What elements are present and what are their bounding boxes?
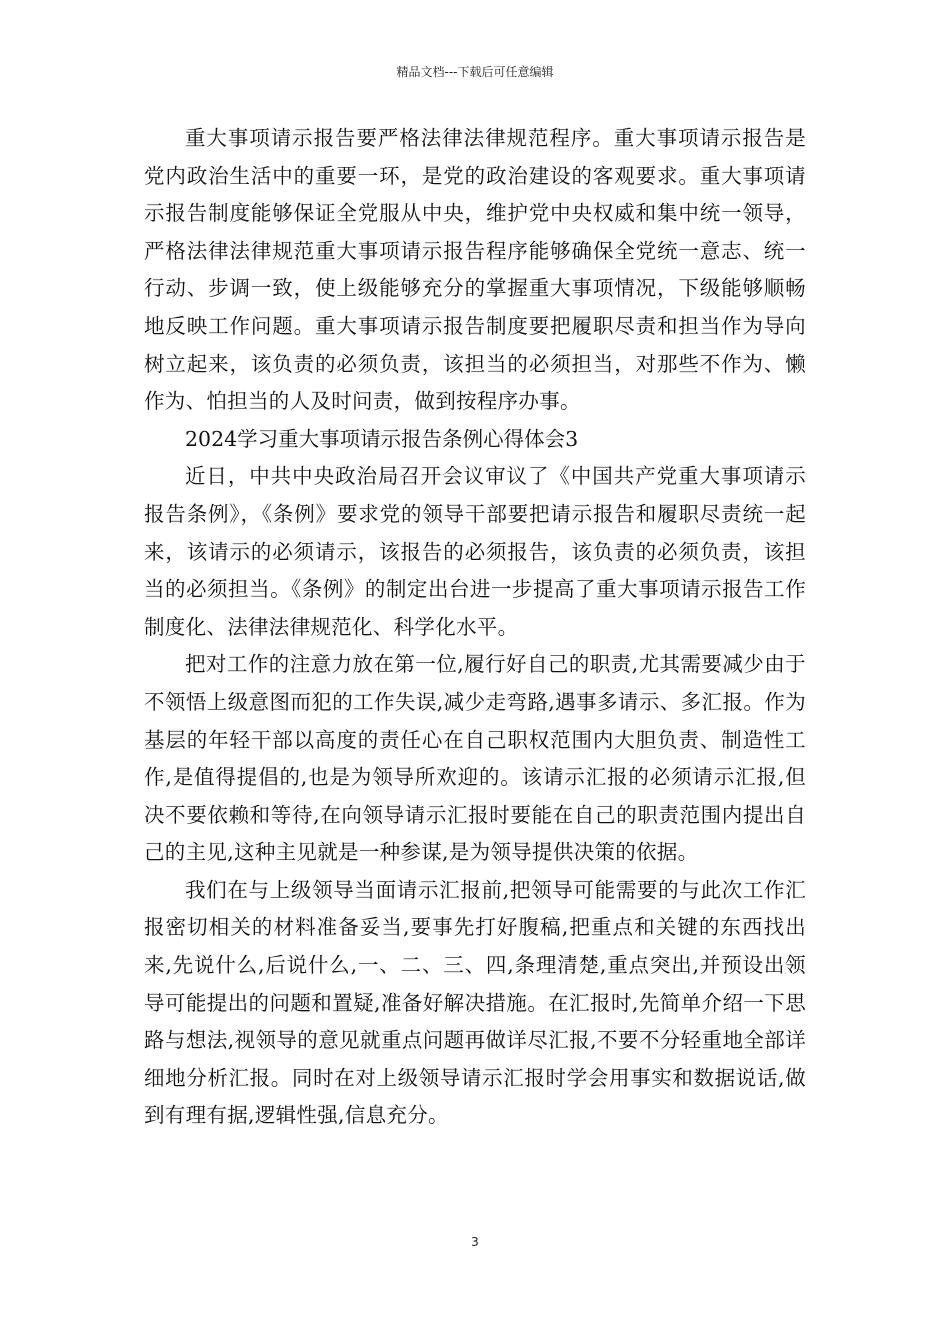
section-heading: 2024学习重大事项请示报告条例心得体会3 — [185, 426, 579, 451]
page-header: 精品文档---下载后可任意编辑 — [396, 65, 554, 79]
paragraph-3: 把对工作的注意力放在第一位,履行好自己的职责,尤其需要减少由于不领悟上级意图而犯的工作失误,减少走弯路,遇事多请示、多汇报。作为基层的年轻干部以高度的责任心在自己职权范围内大胆负责、制造性工作,是值得提倡的,也是为领导所欢迎的。该请示汇报的必须请示汇报,但决不要依赖和等待,在向领导请示汇报时要能在自己的职责范围内提出自己的主见,这种主见就是一种参谋,是为领导提供决策的依据。 — [144, 652, 806, 865]
paragraph-2: 近日，中共中央政治局召开会议审议了《中国共产党重大事项请示报告条例》，《条例》要求党的领导干部要把请示报告和履职尽责统一起来，该请示的必须请示，该报告的必须报告，该负责的必须负责，该担当的必须担当。《条例》的制定出台进一步提高了重大事项请示报告工作制度化、法律法律规范化、科学化水平。 — [144, 464, 806, 639]
paragraph-1: 重大事项请示报告要严格法律法律规范程序。重大事项请示报告是党内政治生活中的重要一环，是党的政治建设的客观要求。重大事项请示报告制度能够保证全党服从中央，维护党中央权威和集中统一领导，严格法律法律规范重大事项请示报告程序能够确保全党统一意志、统一行动、步调一致，使上级能够充分的掌握重大事项情况，下级能够顺畅地反映工作问题。重大事项请示报告制度要把履职尽责和担当作为导向树立起来，该负责的必须负责，该担当的必须担当，对那些不作为、懒作为、怕担当的人及时问责，做到按程序办事。 — [144, 126, 806, 414]
document-body — [144, 120, 806, 1135]
paragraph-4: 我们在与上级领导当面请示汇报前,把领导可能需要的与此次工作汇报密切相关的材料准备妥当,要事先打好腹稿,把重点和关键的东西找出来,先说什么,后说什么,一、二、三、四,条理清楚,重点突出,并预设出领导可能提出的问题和置疑,准备好解决措施。在汇报时,先简单介绍一下思路与想法,视领导的意见就重点问题再做详尽汇报,不要不分轻重地全部详细地分析汇报。同时在对上级领导请示汇报时学会用事实和数据说话,做到有理有据,逻辑性强,信息充分。 — [144, 877, 806, 1128]
page-number: 3 — [471, 1235, 479, 1249]
